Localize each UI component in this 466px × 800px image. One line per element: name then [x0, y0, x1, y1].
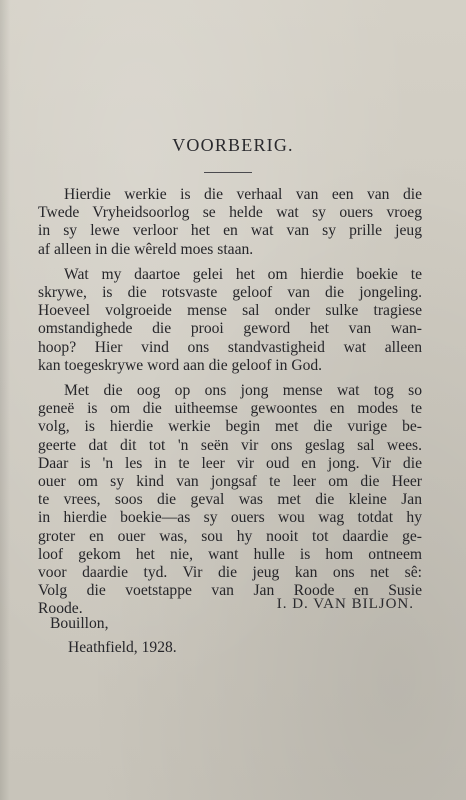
paragraph-line: Wat my daartoe gelei het om hierdie boekie te: [64, 265, 422, 283]
paragraph-line: loof gekom het nie, want hulle is hom ontneem: [38, 545, 422, 563]
place-date-line: Heathfield, 1928.: [68, 639, 177, 656]
paragraph-line: Met die oog op ons jong mense wat tog so: [64, 382, 422, 400]
paragraph-line: Daar is 'n les in te leer vir oud en jong. Vir die: [38, 454, 422, 472]
paragraph-line: Roode.: [38, 600, 83, 618]
author-signature: I. D. VAN BILJON.: [276, 596, 414, 612]
title-divider: [204, 172, 252, 173]
place-line: Bouillon,: [50, 615, 109, 632]
paragraph-line: Hoeveel volgroeide mense sal onder sulke tragiese: [38, 302, 422, 320]
paragraph-line: volg, is hierdie werkie begin met die vurige be-: [38, 418, 422, 436]
paragraph-line: in sy lewe verloor het en wat van sy prille jeug: [38, 222, 422, 240]
paragraph-line: geerte dat dit tot 'n seën vir ons geslag sal wees.: [38, 436, 422, 454]
binding-shadow: [0, 0, 10, 800]
paragraph: [38, 382, 422, 619]
paragraph-line: skrywe, is die rotsvaste geloof van die jongeling.: [38, 284, 422, 302]
paragraph-line: in hierdie boekie—as sy ouers wou wag totdat hy: [38, 509, 422, 527]
paragraph-line: kan toegeskrywe word aan die geloof in God.: [38, 356, 323, 374]
paragraph-line: ouer om sy kind van jongsaf te leer om die Heer: [38, 473, 422, 491]
paragraph-line: groter en ouer was, sou hy nooit tot daardie ge-: [38, 527, 422, 545]
paragraph-line: Twede Vryheidsoorlog se helde wat sy ouers vroeg: [38, 204, 422, 222]
page-title: VOORBERIG.: [172, 135, 294, 155]
paragraph-line: Volg die voetstappe van Jan Roode en Susie: [38, 582, 422, 600]
paragraph-line: te vrees, soos die geval was met die kleine Jan: [38, 491, 422, 509]
paragraph: [38, 266, 422, 375]
place-and-date: [50, 612, 177, 660]
paragraph-line: Hierdie werkie is die verhaal van een van die: [64, 186, 422, 203]
paragraph-line: voor daardie tyd. Vir die jeug kan ons net sê:: [38, 564, 422, 582]
paragraph-line: af alleen in die wêreld moes staan.: [38, 240, 254, 258]
preface-body: [38, 186, 422, 626]
paragraph-line: omstandighede die prooi geword het van wan-: [38, 320, 422, 338]
paragraph-line: hoop? Hier vind ons standvastigheid wat alleen: [38, 338, 422, 356]
paragraph-line: geneë is om die uitheemse gewoontes en modes te: [38, 400, 422, 418]
paragraph: [38, 186, 422, 259]
